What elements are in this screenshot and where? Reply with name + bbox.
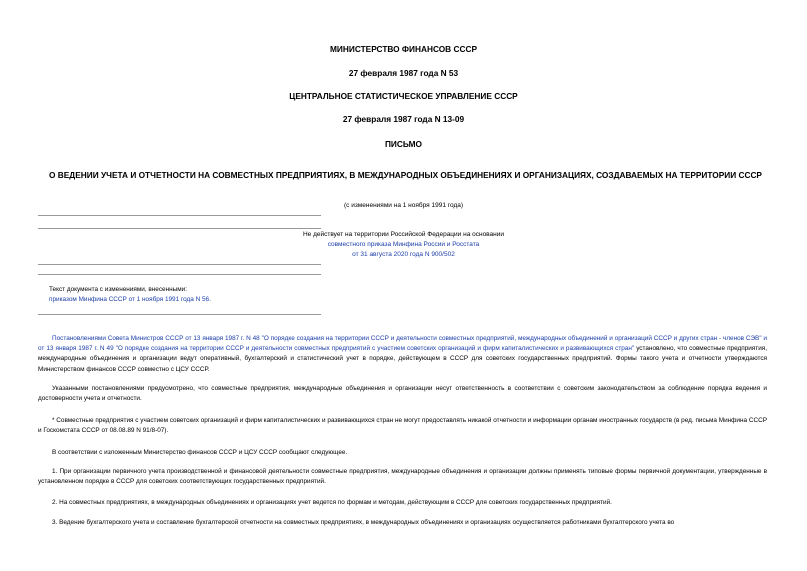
status-text: Не действует на территории Российской Федерации на основании [302, 231, 505, 238]
paragraph-6: 2. На совместных предприятиях, в международных объединениях и организациях учет ведется по формам и методам, действующим в СССР для советских государственных предприятий. [52, 499, 612, 506]
paragraph-4: В соответствии с изложенным Министерство финансов СССР и ЦСУ СССР сообщают следующее. [52, 449, 348, 456]
paragraph-2: Указанными постановлениями предусмотрено, что совместные предприятия, международные объединения и организации несут ответственность в соответствии с советским законодательством за соблюдение порядка ведения и достоверности учета и отчетности. [38, 385, 767, 403]
paragraph-3: * Совместные предприятия с участием советских организаций и фирм капиталистических и развивающихся стран не могут предоставлять никакой отчетности и информации органам иностранных государств (в ред. письма Минфина СССР и Госкомстата СССР от 08.08.89 N 91/8-07). [38, 417, 767, 435]
agency-heading: ЦЕНТРАЛЬНОЕ СТАТИСТИЧЕСКОЕ УПРАВЛЕНИЕ СССР [289, 91, 518, 101]
divider [38, 215, 321, 216]
status-link-order[interactable]: совместного приказа Минфина России и Росстата [327, 241, 480, 248]
paragraph-1 [38, 334, 767, 375]
paragraph-7: 3. Ведение бухгалтерского учета и составление бухгалтерской отчетности на совместных предприятиях, в международных объединениях и организациях осуществляется работниками бухгалтерского учета во [52, 519, 675, 526]
agency-date: 27 февраля 1987 года N 13-09 [342, 114, 465, 124]
paragraph-1-text: установлено, что совместные предприятия, международные объединения и организации ведут оперативный, бухгалтерский и статистический учет в порядке, действующем в СССР для советских государственных предприятий. Формы такого учета и отчетности утверждаются Министерством финансов СССР совместно с ЦСУ СССР. [38, 345, 768, 373]
changes-link[interactable]: приказом Минфина СССР от 1 ноября 1991 года N 56. [49, 296, 211, 303]
doc-title: О ВЕДЕНИИ УЧЕТА И ОТЧЕТНОСТИ НА СОВМЕСТНЫХ ПРЕДПРИЯТИЯХ, В МЕЖДУНАРОДНЫХ ОБЪЕДИНЕНИЯХ И ОРГАНИЗАЦИЯХ, СОЗДАВАЕМЫХ НА ТЕРРИТОРИИ СССР [49, 170, 762, 180]
divider [38, 314, 321, 315]
amendment-note: (с изменениями на 1 ноября 1991 года) [343, 202, 464, 209]
divider [38, 264, 321, 265]
changes-block [49, 285, 211, 305]
divider [38, 274, 321, 275]
status-link-date[interactable]: от 31 августа 2020 года N 900/502 [352, 251, 455, 258]
paragraph-5: 1. При организации первичного учета производственной и финансовой деятельности совместные предприятия, международные объединения и организации должны применять типовые формы первичной документации, утвержденные в установленном порядке в СССР для советских соответствующих государственных предприятий. [38, 468, 767, 486]
ministry-heading: МИНИСТЕРСТВО ФИНАНСОВ СССР [329, 44, 477, 54]
status-block [0, 230, 807, 260]
divider [38, 228, 321, 229]
doc-type: ПИСЬМО [384, 139, 423, 149]
ministry-date: 27 февраля 1987 года N 53 [348, 68, 459, 78]
changes-label: Текст документа с изменениями, внесенными: [49, 286, 187, 293]
decree-link[interactable]: Постановлениями Совета Министров СССР от 13 января 1987 г. N 48 "О порядке создания на территории СССР и деятельности совместных предприятий, международных объединений и организаций СССР и других стран - членов СЭВ" и от 13 января 1987 г. N 49 "О порядке создания на территории СССР и деятельности совместных предприятий с участием советских организаций и фирм капиталистических и развивающихся стран" [38, 335, 767, 353]
